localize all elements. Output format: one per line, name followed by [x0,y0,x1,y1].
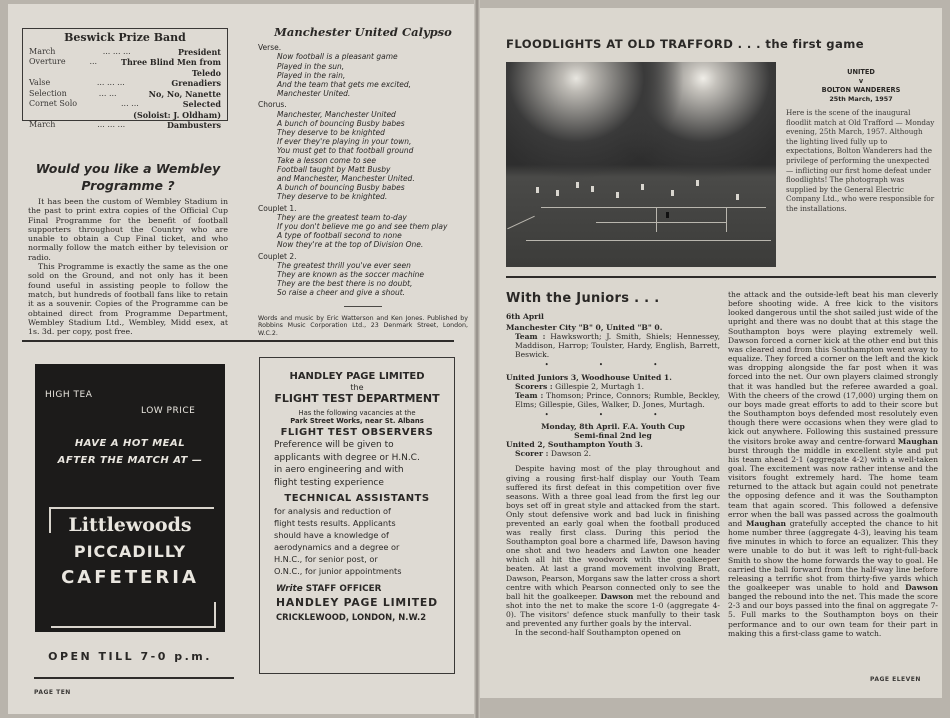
lyrics-line: Take a lesson come to see [277,155,377,165]
versus: v [858,77,864,85]
band-row-label: March [29,46,56,56]
band-row [29,47,221,58]
lyrics-line: You must get to that football ground [277,146,414,156]
lyrics-line: A type of football second to none [277,231,402,241]
cafeteria-text: CAFETERIA [61,567,199,588]
frame-line [51,626,216,628]
scorer-3 [506,449,720,458]
calypso-sections [258,43,468,297]
wembley-title-line1: Would you like a Wembley [35,161,221,176]
band-row [29,89,221,100]
report-text: met the rebound and shot into the net to make the score 1-0 (aggregate 4-0). The visitors' defence stuck manfully to their task and prevented any further goals by the interval. [506,591,720,628]
band-row [29,57,221,68]
team-2-names: Thomson; Prince, Connors; Rumble, Beckley, Elms; Gillespie, Giles, Walker, D. Jones, Murtagh. [515,390,720,409]
band-row-piece: (Soloist: J. Oldham) [133,109,221,120]
open-till-text: OPEN TILL 7-0 p.m. [48,650,212,663]
lyrics-line: They deserve to be knighted [277,128,385,138]
lyrics-line: They deserve to be knighted. [277,192,388,202]
scorer-3-names: Dawson 2. [550,449,592,459]
report-text: Despite having most of the play throughout and giving a rousing first-half display our Youth Team suffered its first defeat in this competition over five seasons. With a three goal lead from the first leg our boys set off in great style and attacked from the start. Only stout defensive work and bad luck in finishing prevented an early goal when the football produced was really first class. During this period the Southampton goal bore a charmed life, Dawson having one shot and two headers and Lawton one header which all hit the woodwork with the goalkeeper beaten. At last a grand movement involving Bratt, Dawson, Pearson, Morgans saw the latter cross a short centre with which Pearson connected only to see the ball hit the goalkeeper. [506,464,720,601]
lyrics-line: Now they're at the top of Division One. [277,240,424,250]
hp-address: CRICKLEWOOD, LONDON, N.W.2 [276,612,427,622]
piccadilly-text: PICCADILLY [73,542,187,561]
floodlights-heading: FLOODLIGHTS AT OLD TRAFFORD . . . the first game [506,37,864,51]
cup-line-1: Monday, 8th April. F.A. Youth Cup [541,422,685,432]
band-row [29,110,221,121]
calypso-title: Manchester United Calypso [274,25,452,39]
lyrics-line: A bunch of bouncing Busby babes [277,183,405,193]
lyrics-line: They are known as the soccer machine [277,270,425,280]
credit-divider [344,306,382,307]
report-text: gratefully accepted the chance to hit home number three (aggregate 4-3), leaving his team five minutes in which to force an equalizer. This they were unable to do but it was left to right-full-back Smith to show the home forwards the way to goal. He carried the ball forward from the half-way line before releasing a terrific shot from thirty-five yards which the goalkeeper was unable to hold and [728,518,938,592]
lyrics-line: If you don't believe me go and see them play [277,222,448,232]
player-name-bold: Dawson [600,591,634,601]
hp-text-line: in aero engineering and with [274,465,404,475]
hp-text-line: should have a knowledge of [274,530,389,540]
player-name-bold: Maughan [897,436,938,446]
cup-line-2: Semi-final 2nd leg [574,431,652,441]
band-row-dots: ... ... ... [96,78,125,87]
hp-text-line: O.N.C., for junior appointments [274,566,402,576]
lyrics-line: Football taught by Matt Busby [277,164,391,174]
lyrics-section-label: Couplet 1. [258,203,297,213]
hp-text-line: flight tests results. Applicants [274,518,396,528]
band-row-label: Overture [29,57,66,66]
calypso-credit: Words and music by Eric Watterson and Ken Jones. Published by Robbins Music Corporation Ltd., 23 Denmark Street, London, W.C.2. [258,314,468,337]
band-rows [29,47,221,131]
date-1: 6th April [506,312,544,321]
hp-text-line: for analysis and reduction of [274,506,391,516]
hp-assistants-text [260,505,454,577]
wembley-para-2: This Programme is exactly the same as the one sold on the Ground, and not only has it been found useful in assisting people to follow the match, but hundreds of football fans like to retain it as a souvenir. Copies of the Programme can be obtained direct from Programme Department, Wembley Stadium Ltd., Wembley, Midd esex, at 1s. 3d. per copy, post free. [28,262,228,337]
match-report-para-1 [506,464,720,628]
band-row-dots: ... [89,57,98,66]
frame-line [49,507,214,509]
hp-department: FLIGHT TEST DEPARTMENT [274,392,440,405]
band-row-label: Cornet Solo [29,99,78,108]
juniors-report-col1 [506,290,720,637]
littlewoods-ad [35,364,225,632]
team-label: Team : [515,332,546,342]
report-text: banged the rebound into the net. This made the score 2-3 and our boys passed into the final on aggregate 7-5. Full marks to the Southampton boys on their performance and to our own team for their part in making this a first-class game to watch. [728,592,938,638]
match-date: 25th March, 1957 [829,95,893,103]
hp-works: Park Street Works, near St. Albans [290,417,424,425]
band-row-piece: Grenadiers [171,78,221,88]
band-row [29,78,221,89]
hp-write-line [260,584,454,594]
lyrics-line: Manchester, Manchester United [277,109,396,119]
lyrics-line: They are the best there is no doubt, [277,279,413,289]
band-row-piece: Selected [182,99,221,109]
wembley-title [28,160,228,194]
separator-dots: • • • [544,361,682,370]
result-3: United 2, Southampton Youth 3. [506,440,643,450]
juniors-title: With the Juniors . . . [506,291,660,306]
match-caption [786,68,936,214]
band-row-dots: ... ... ... [97,120,126,129]
team-2 [506,391,720,409]
away-team: BOLTON WANDERERS [821,86,901,94]
juniors-report-col2 [728,290,938,638]
lyrics-line: They are the greatest team to-day [277,212,407,222]
band-row-piece: No, No, Nanette [148,88,221,99]
low-price-text: LOW PRICE [141,406,196,416]
high-tea-text: HIGH TEA [45,390,93,400]
hp-text-line: aerodynamics and a degree or [274,542,400,552]
player-name-bold: Dawson [905,583,938,592]
lyrics-line: The greatest thrill you've ever seen [277,260,411,270]
hp-observers-text [260,439,454,489]
littlewoods-name: Littlewoods [68,514,192,536]
page-number-right: PAGE ELEVEN [870,676,921,683]
band-row-piece: Three Blind Men from [120,57,221,67]
band-row [29,120,221,131]
lyrics-line: Played in the rain, [277,70,346,80]
hot-meal-line: HAVE A HOT MEAL [74,438,186,449]
hp-company: HANDLEY PAGE LIMITED [289,371,425,382]
left-bottom-rule [34,677,234,679]
page-number-left: PAGE TEN [34,689,71,696]
band-row-label: Selection [29,88,67,98]
hp-company-footer: HANDLEY PAGE LIMITED [276,596,438,609]
calypso-lyrics [258,25,468,337]
result-2: United Juniors 3, Woodhouse United 1. [506,372,672,382]
lyrics-section-label: Verse. [258,43,282,53]
band-title: Beswick Prize Band [64,31,186,44]
band-row-piece: President [177,46,221,57]
band-row-piece: Teledo [191,67,221,78]
team-1 [506,332,720,359]
hp-staff-officer: STAFF OFFICER [305,584,382,594]
band-row-label: Valse [29,78,51,87]
player-name-bold: Maughan [745,518,787,528]
left-middle-rule [22,340,454,342]
report-text: the attack and the outside-left beat his man cleverly before shooting wide. A free kick to the visitors looked dangerous until the shot sailed just wide of the upright and there was no doubt that at this stage the Southampton boys were playing extremely well. Dawson forced a corner kick at the other end but this was cleared and from this Southampton went away to equalize. They forced a corner on the left and the kick was dropping alongside the far post when it was forced into the net. Our own players claimed strongly that it was handled but the referee awarded a goal. With the cheers of the crowd (17,000) urging them on our boys made great efforts to add to their score but the Southampton boys defended most resolutely even though there were occasions when they were glad to kick out anywhere. Following this sustained pressure the visitors broke away and centre-forward [728,290,938,446]
scorer-label: Scorer : [515,449,549,459]
hp-text-line: flight testing experience [274,477,384,488]
lyrics-line: And the team that gets me excited, [277,80,412,90]
after-match-line: AFTER THE MATCH AT — [57,455,203,466]
lyrics-line: So raise a cheer and give a shout. [277,288,406,298]
handley-page-ad [259,357,455,674]
home-team: UNITED [847,68,875,76]
lyrics-line: Played in the sun, [277,61,345,71]
scorers-label: Scorers : [515,381,553,391]
separator-dots: • • • [544,410,682,419]
hp-text-line: H.N.C., for senior post, or [274,554,378,564]
hp-write: Write [276,584,303,594]
right-rule [506,276,936,278]
frame-line [214,602,216,628]
result-1: Manchester City "B" 0, United "B" 0. [506,323,663,333]
band-row [29,68,221,79]
team-label: Team : [515,390,544,400]
hp-text-line: applicants with degree or H.N.C. [274,452,420,463]
lyrics-line: and Manchester, Manchester United. [277,174,415,184]
lyrics-section-label: Chorus. [258,100,287,110]
band-programme-box [22,28,228,130]
band-row-label: March [29,120,56,129]
hp-assistants-heading: TECHNICAL ASSISTANTS [284,493,430,504]
hp-the: the [350,383,364,392]
lyrics-section-label: Couplet 2. [258,251,297,261]
band-row-dots: ... ... [121,99,139,108]
band-row-dots: ... ... [98,88,117,98]
wembley-para-1: It has been the custom of Wembley Stadium in the past to print extra copies of the Official Cup Final Programme for the benefit of football supporters throughout the Country who are unable to obtain a Cup Final ticket, and who normally follow the match either by television or radio. [28,197,228,262]
scorers-2-names: Gillespie 2, Murtagh 1. [555,381,645,391]
wembley-title-line2: Programme ? [81,178,175,193]
wembley-article [28,160,228,336]
band-row-piece: Dambusters [166,120,221,130]
lyrics-line: A bunch of bouncing Busby babes [277,118,405,128]
hp-vacancies: Has the following vacancies at the [298,409,416,417]
lyrics-line: Now football is a pleasant game [277,52,398,62]
band-row [29,99,221,110]
scorers-2 [506,382,720,391]
match-report-para-2: In the second-half Southampton opened on [515,628,681,638]
floodlit-match-photo [506,62,776,267]
band-row-dots: ... ... ... [102,46,131,56]
report-text: burst through the middle in excellent style and put his team ahead 2-1 (aggregate 4-2) with a well-taken goal. The excitement was now rather intense and the visitors fought extremely hard. The home team returned to the attack but again could not penetrate the opposing defence and it was the Southampton team that again scored. This followed a defensive error when the ball was passed across the goalmouth and [728,445,938,528]
hp-text-line: Preference will be given to [274,440,394,450]
lyrics-line: If ever they're playing in your town, [277,137,412,147]
team-1-names: Hawksworth; J. Smith, Shiels; Hennessey, Maddison, Harrop; Toulster, Hardy, English, Barrett, Beswick. [515,332,721,360]
lyrics-line: Manchester United. [277,89,351,99]
caption-text: Here is the scene of the inaugural floodlit match at Old Trafford — Monday evening, 25th March, 1957. Although the lighting lived fully up to expectations, Bolton Wanderers had the privilege of performing the unexpected — inflicting our first home defeat under floodlights! The photograph was supplied by the General Electric Company Ltd., who were responsible for the installations. [786,108,935,213]
hp-observers-heading: FLIGHT TEST OBSERVERS [280,427,434,438]
